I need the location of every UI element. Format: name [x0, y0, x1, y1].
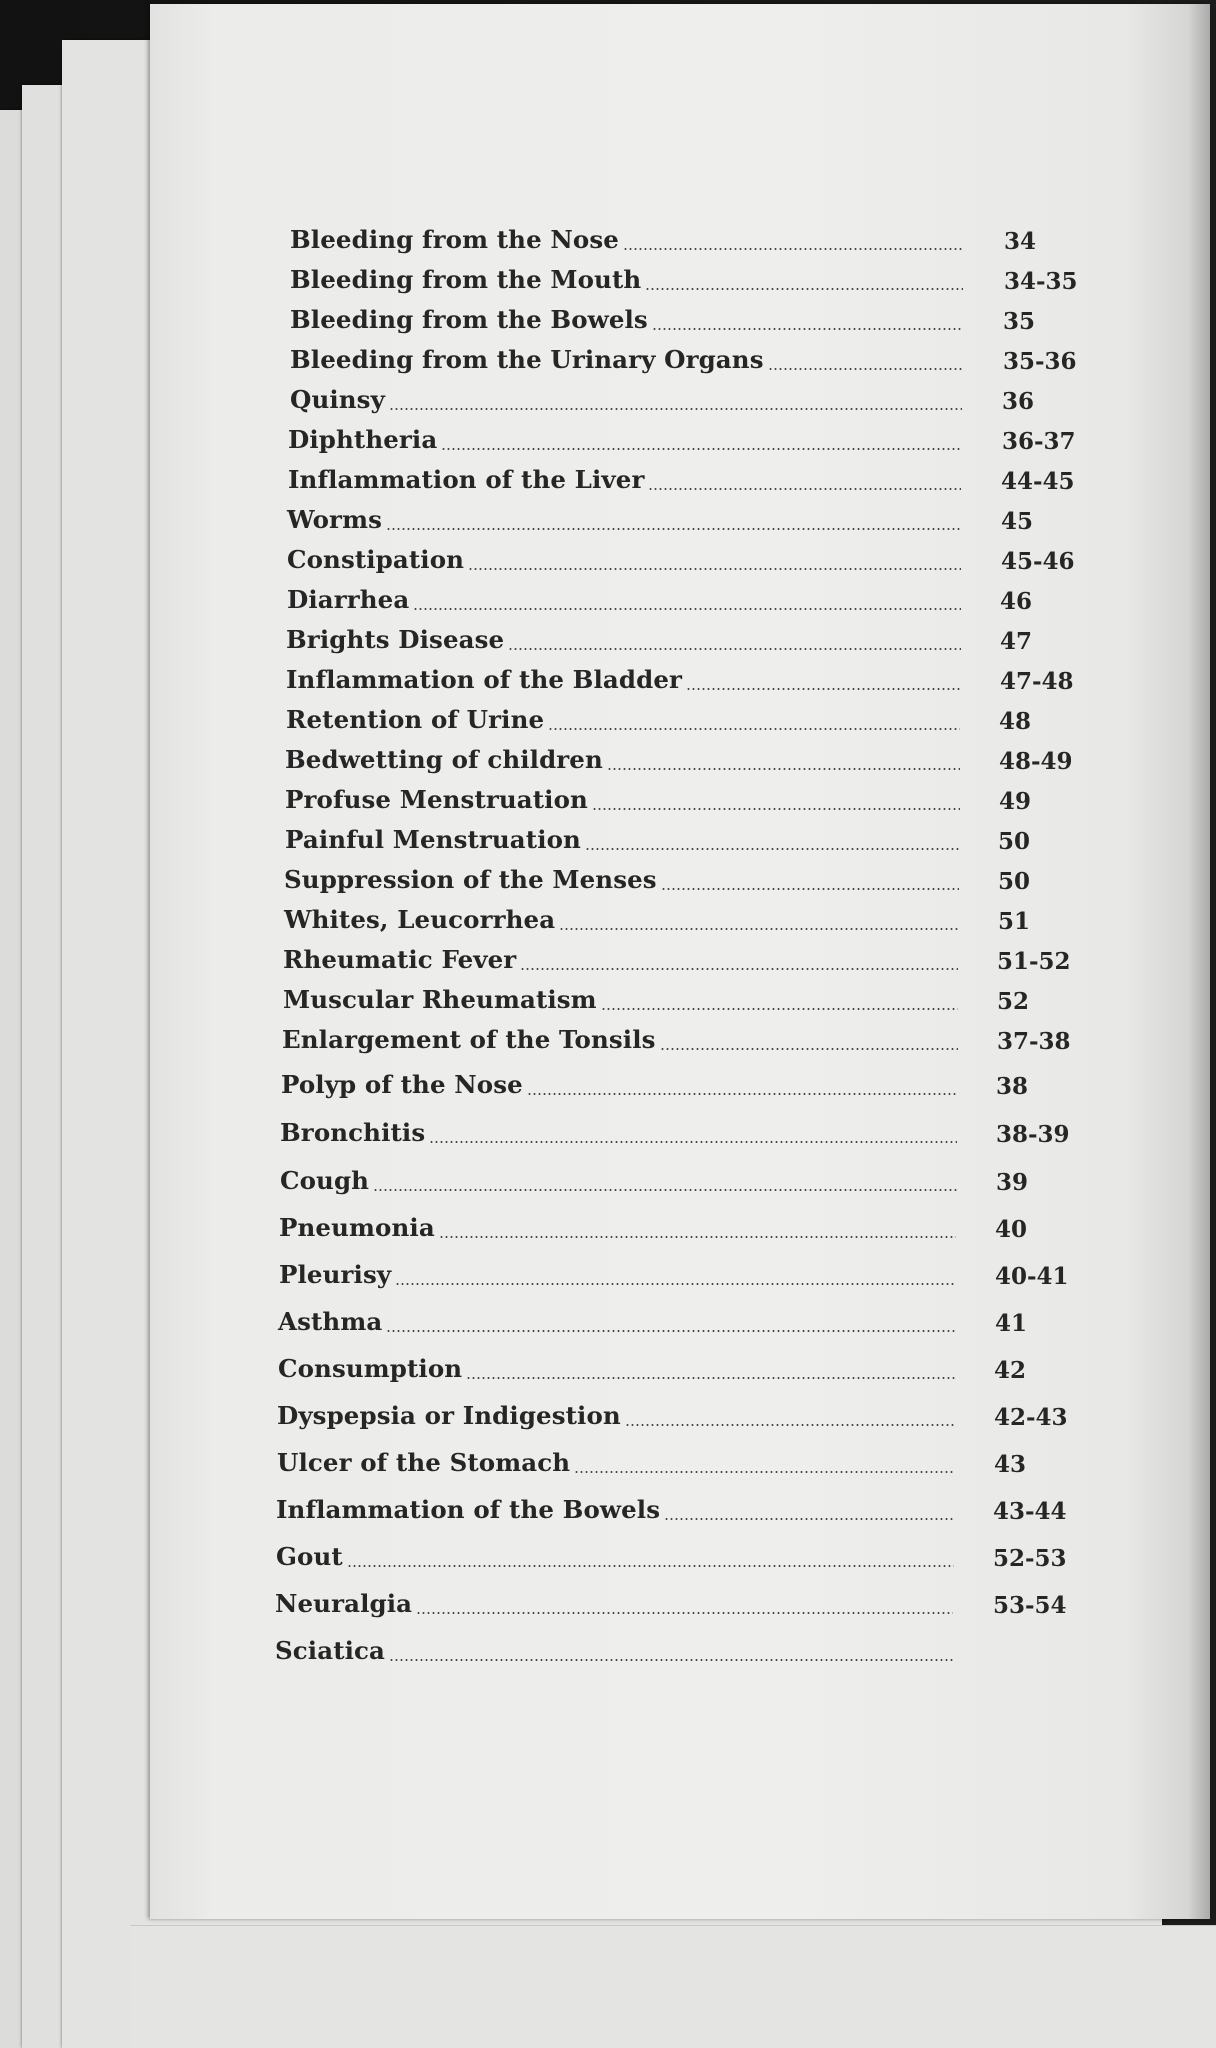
- toc-entry-title: Bleeding from the Bowels: [290, 305, 648, 334]
- toc-entry: [283, 939, 1103, 975]
- toc-entry-title: Worms: [287, 505, 382, 534]
- dot-leader: [441, 425, 962, 455]
- toc-entry-pages: 39: [996, 1169, 1029, 1196]
- toc-entry-title: Pleurisy: [279, 1260, 392, 1289]
- toc-entry: [286, 619, 1106, 655]
- dot-leader: [386, 505, 961, 535]
- dot-leader: [559, 905, 959, 935]
- toc-entry-title: Bleeding from the Urinary Organs: [290, 345, 764, 374]
- dot-leader: [648, 465, 961, 495]
- dot-leader: [347, 1542, 954, 1572]
- toc-entry-title: Quinsy: [290, 385, 385, 414]
- toc-entry-pages: 40-41: [995, 1263, 1069, 1290]
- dot-leader: [413, 585, 961, 615]
- toc-entry-pages: 50: [998, 828, 1031, 855]
- toc-entry: [290, 259, 1110, 295]
- toc-entry-pages: 38: [996, 1073, 1029, 1100]
- dot-leader: [373, 1166, 957, 1196]
- toc-entry-pages: 38-39: [996, 1121, 1070, 1148]
- toc-entry: [290, 379, 1110, 415]
- dot-leader: [468, 545, 961, 575]
- toc-entry-title: Ulcer of the Stomach: [277, 1448, 571, 1477]
- dot-leader: [548, 705, 960, 735]
- dot-leader: [386, 1307, 956, 1337]
- toc-entry-pages: 42: [994, 1357, 1027, 1384]
- toc-entry-pages: 41: [995, 1310, 1028, 1337]
- toc-entry: [280, 1160, 1100, 1196]
- toc-entry-title: Cough: [280, 1166, 370, 1195]
- book-page: [150, 4, 1210, 1919]
- dot-leader: [574, 1448, 955, 1478]
- toc-entry-pages: 43-44: [993, 1498, 1067, 1525]
- dot-leader: [429, 1118, 957, 1148]
- toc-entry-title: Asthma: [278, 1307, 383, 1336]
- table-of-contents: [275, 219, 1110, 1689]
- dot-leader: [660, 1025, 958, 1055]
- toc-entry-title: Brights Disease: [286, 625, 505, 654]
- dot-leader: [623, 225, 963, 255]
- toc-entry-pages: 37-38: [997, 1028, 1071, 1055]
- toc-entry-title: Bleeding from the Nose: [290, 225, 619, 254]
- toc-entry-title: Suppression of the Menses: [284, 865, 657, 894]
- toc-entry: [287, 499, 1107, 535]
- toc-entry-pages: 52-53: [993, 1545, 1067, 1572]
- toc-entry-pages: 47-48: [1000, 668, 1074, 695]
- toc-entry-pages: 40: [995, 1216, 1028, 1243]
- dot-leader: [389, 385, 962, 415]
- toc-entry-title: Inflammation of the Bowels: [276, 1495, 661, 1524]
- dot-leader: [686, 665, 960, 695]
- toc-entry-title: Consumption: [278, 1354, 463, 1383]
- toc-entry-title: Retention of Urine: [286, 705, 545, 734]
- dot-leader: [466, 1354, 955, 1384]
- toc-entry-pages: 34-35: [1004, 268, 1078, 295]
- toc-entry-title: Rheumatic Fever: [283, 945, 517, 974]
- toc-entry-pages: 50: [998, 868, 1031, 895]
- toc-entry: [281, 1064, 1101, 1100]
- toc-entry-pages: 46: [1000, 588, 1033, 615]
- dot-leader: [645, 265, 963, 295]
- toc-entry: [290, 299, 1110, 335]
- dot-leader: [625, 1401, 955, 1431]
- toc-entry-pages: 44-45: [1001, 468, 1075, 495]
- toc-entry: [285, 739, 1105, 775]
- dot-leader: [439, 1213, 956, 1243]
- underlying-page-edge: [130, 1925, 1216, 2048]
- toc-entry: [276, 1536, 1096, 1572]
- toc-entry-pages: 42-43: [994, 1404, 1068, 1431]
- toc-entry: [286, 699, 1106, 735]
- toc-entry-pages: 43: [994, 1451, 1027, 1478]
- toc-entry-title: Inflammation of the Liver: [288, 465, 645, 494]
- toc-entry-title: Profuse Menstruation: [285, 785, 588, 814]
- toc-entry-title: Pneumonia: [279, 1213, 435, 1242]
- toc-entry: [283, 979, 1103, 1015]
- dot-leader: [601, 985, 958, 1015]
- toc-entry-pages: 49: [999, 788, 1032, 815]
- toc-entry: [278, 1301, 1098, 1337]
- toc-entry-title: Dyspepsia or Indigestion: [277, 1401, 621, 1430]
- toc-entry-pages: 51-52: [997, 948, 1071, 975]
- toc-entry-pages: 52: [997, 988, 1030, 1015]
- toc-entry-title: Polyp of the Nose: [281, 1070, 523, 1099]
- toc-entry-title: Diarrhea: [287, 585, 410, 614]
- toc-entry-pages: 53-54: [993, 1592, 1067, 1619]
- toc-entry-pages: 36-37: [1002, 428, 1076, 455]
- toc-entry-title: Neuralgia: [275, 1589, 413, 1618]
- dot-leader: [607, 745, 960, 775]
- toc-entry: [290, 339, 1110, 375]
- dot-leader: [520, 945, 958, 975]
- dot-leader: [652, 305, 962, 335]
- toc-entry-title: Inflammation of the Bladder: [286, 665, 683, 694]
- toc-entry-pages: 34: [1004, 228, 1037, 255]
- toc-entry: [287, 539, 1107, 575]
- page-spine-shadow: [1188, 4, 1210, 1919]
- toc-entry-pages: 48-49: [999, 748, 1073, 775]
- toc-entry-pages: 45: [1001, 508, 1034, 535]
- toc-entry: [275, 1583, 1095, 1619]
- toc-entry-pages: 35: [1003, 308, 1036, 335]
- toc-entry: [279, 1207, 1099, 1243]
- toc-entry-pages: 47: [1000, 628, 1033, 655]
- toc-entry: [282, 1019, 1102, 1055]
- toc-entry-title: Enlargement of the Tonsils: [282, 1025, 656, 1054]
- dot-leader: [416, 1589, 953, 1619]
- dot-leader: [389, 1636, 953, 1666]
- toc-entry: [284, 859, 1104, 895]
- toc-entry: [287, 579, 1107, 615]
- toc-entry: [285, 819, 1105, 855]
- toc-entry-title: Sciatica: [275, 1636, 386, 1665]
- toc-entry: [286, 659, 1106, 695]
- dot-leader: [661, 865, 959, 895]
- dot-leader: [508, 625, 961, 655]
- dot-leader: [585, 825, 959, 855]
- toc-entry-pages: 51: [998, 908, 1031, 935]
- toc-entry: [277, 1442, 1097, 1478]
- toc-entry: [284, 899, 1104, 935]
- toc-entry: [288, 459, 1108, 495]
- toc-entry-title: Bleeding from the Mouth: [290, 265, 642, 294]
- toc-entry-title: Gout: [276, 1542, 343, 1571]
- toc-entry: [279, 1254, 1099, 1290]
- dot-leader: [527, 1070, 957, 1100]
- toc-entry-title: Bronchitis: [280, 1118, 426, 1147]
- toc-entry-title: Whites, Leucorrhea: [284, 905, 556, 934]
- toc-entry-pages: 35-36: [1003, 348, 1077, 375]
- dot-leader: [592, 785, 960, 815]
- dot-leader: [395, 1260, 956, 1290]
- toc-entry-title: Diphtheria: [288, 425, 438, 454]
- toc-entry-pages: 45-46: [1001, 548, 1075, 575]
- dot-leader: [664, 1495, 954, 1525]
- dot-leader: [768, 345, 962, 375]
- toc-entry-title: Constipation: [287, 545, 465, 574]
- toc-entry-pages: 48: [999, 708, 1032, 735]
- toc-entry: [280, 1112, 1100, 1148]
- toc-entry-title: Painful Menstruation: [285, 825, 581, 854]
- toc-entry-title: Bedwetting of children: [285, 745, 603, 774]
- toc-entry: [277, 1395, 1097, 1431]
- toc-entry: [288, 419, 1108, 455]
- toc-entry: [278, 1348, 1098, 1384]
- toc-entry-pages: 36: [1002, 388, 1035, 415]
- toc-entry: [285, 779, 1105, 815]
- toc-entry-title: Muscular Rheumatism: [283, 985, 597, 1014]
- toc-entry: [290, 219, 1110, 255]
- toc-entry: [276, 1489, 1096, 1525]
- toc-entry: [275, 1630, 1095, 1666]
